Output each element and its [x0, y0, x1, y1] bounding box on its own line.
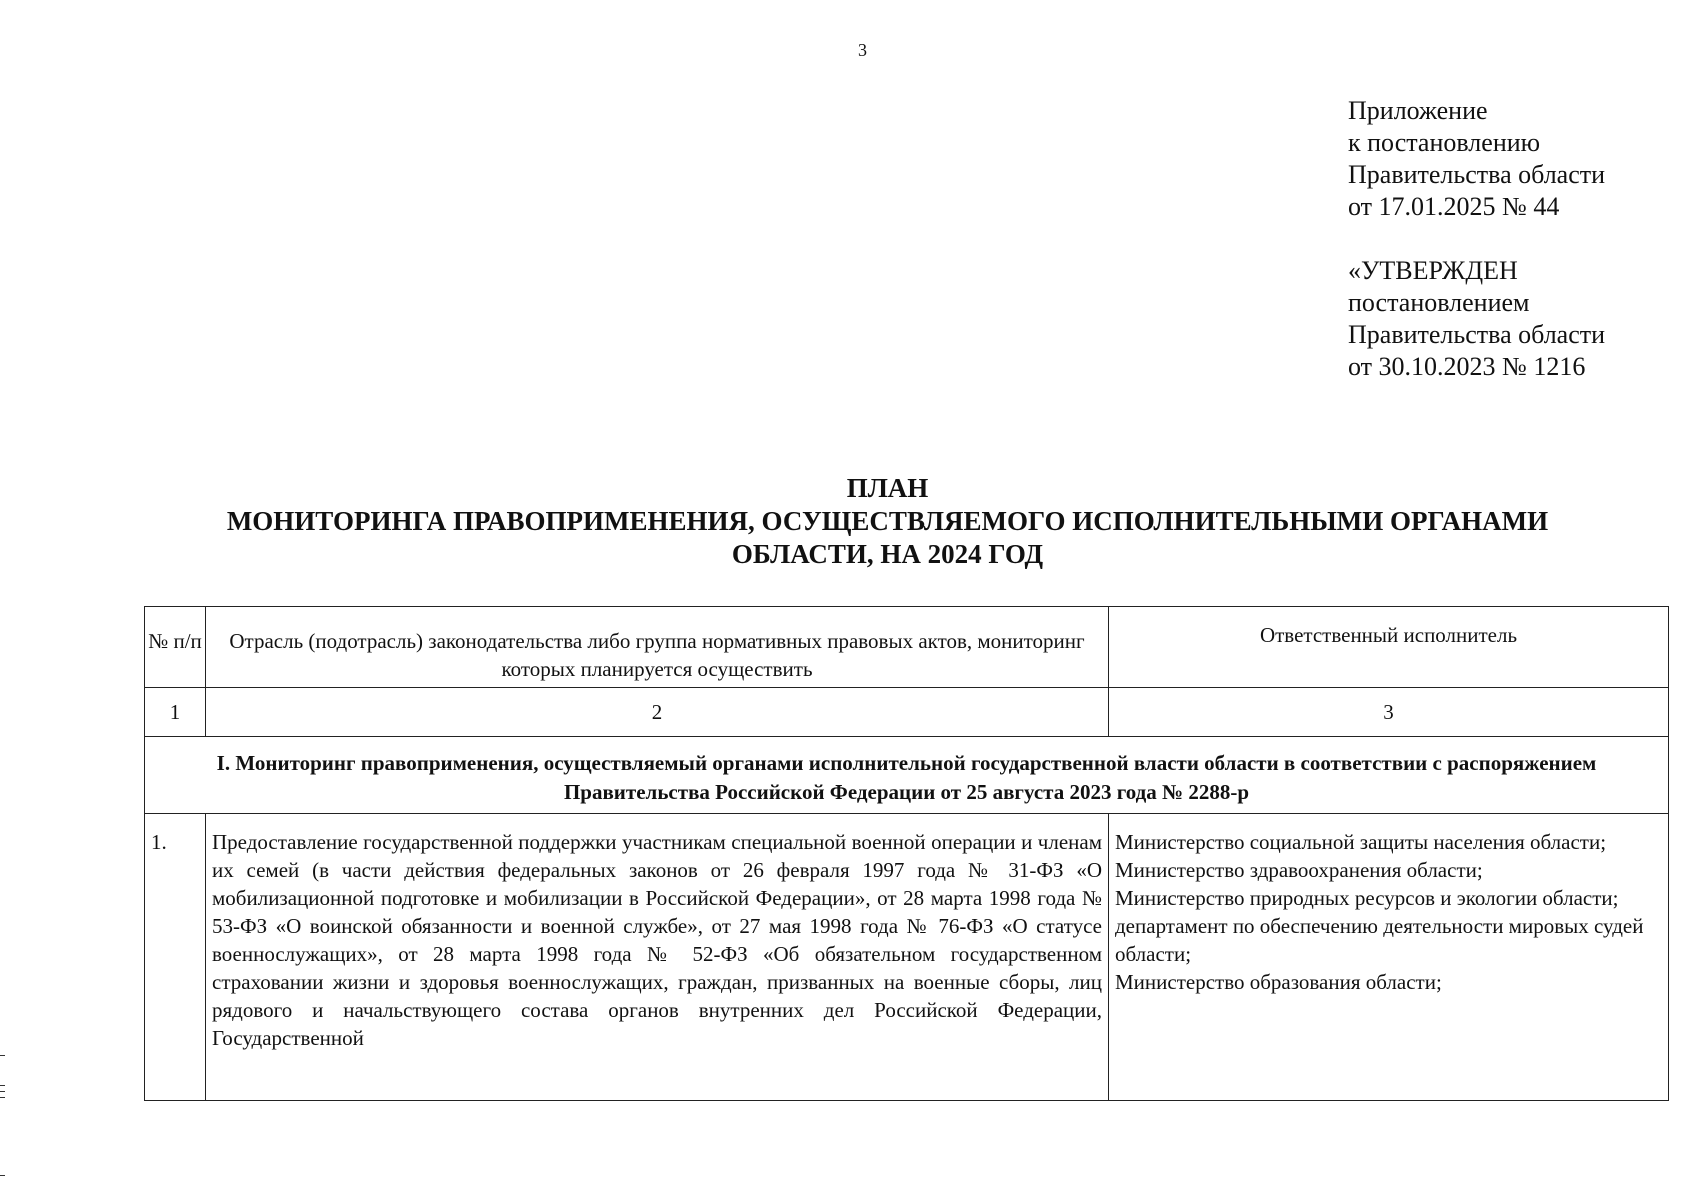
column-number: 1 [145, 688, 206, 737]
table-header-row [145, 607, 1669, 688]
appendix-line: Приложение [1348, 96, 1488, 125]
title-line: ПЛАН [846, 473, 929, 503]
column-number-row [145, 688, 1669, 737]
row-number: 1. [145, 814, 206, 1101]
appendix-line: к постановлению [1348, 128, 1541, 157]
edge-mark [0, 1097, 5, 1098]
header-legislation-area: Отрасль (подотрасль) законодательства либо группа нормативных правовых актов, мониторинг которых планируется осуществить [206, 607, 1109, 688]
page-number: 3 [858, 40, 867, 60]
table-row [145, 814, 1669, 1101]
appendix-line: от 17.01.2025 № 44 [1348, 192, 1560, 221]
edge-mark [0, 1175, 5, 1176]
row-executors [1109, 814, 1669, 1101]
header-executor: Ответственный исполнитель [1109, 607, 1669, 688]
executor-item: Министерство образования области; [1115, 970, 1442, 994]
appendix-block [1348, 95, 1605, 383]
column-number: 3 [1109, 688, 1669, 737]
title-line: МОНИТОРИНГА ПРАВОПРИМЕНЕНИЯ, ОСУЩЕСТВЛЯЕМОГО ИСПОЛНИТЕЛЬНЫМИ ОРГАНАМИ [226, 506, 1549, 536]
appendix-line: Правительства области [1348, 160, 1606, 189]
executor-item: департамент по обеспечению деятельности мировых судей области; [1115, 914, 1644, 966]
executor-item: Министерство здравоохранения области; [1115, 858, 1483, 882]
section-heading: I. Мониторинг правоприменения, осуществляемый органами исполнительной государственной власти области в соответствии с распоряжением Правительства Российской Федерации от 25 августа 2023 года № 2288-р [145, 737, 1669, 814]
edge-mark [0, 1091, 5, 1092]
title-line: ОБЛАСТИ, НА 2024 ГОД [731, 539, 1044, 569]
scan-edge-marks [0, 1055, 6, 1180]
appendix-spacer [1348, 223, 1605, 255]
header-number: № п/п [145, 607, 206, 688]
edge-mark [0, 1055, 5, 1056]
row-legislation-area: Предоставление государственной поддержки участникам специальной военной операции и членам их семей (в части действия федеральных законов от 26 февраля 1997 года № 31-ФЗ «О мобилизационной подготовке и мобилизации в Российской Федерации», от 28 марта 1998 года № 53-ФЗ «О воинской обязанности и военной службе», от 27 мая 1998 года № 76-ФЗ «О статусе военнослужащих», от 28 марта 1998 года № 52-ФЗ «Об обязательном государственном страховании жизни и здоровья военнослужащих, граждан, призванных на военные сборы, лиц рядового и начальствующего состава органов внутренних дел Российской Федерации, Государственной [206, 814, 1109, 1101]
edge-mark [0, 1085, 5, 1086]
approved-line: «УТВЕРЖДЕН [1348, 256, 1518, 285]
executor-item: Министерство социальной защиты населения области; [1115, 830, 1607, 854]
section-row [145, 737, 1669, 814]
plan-table [144, 606, 1669, 1101]
approved-line: от 30.10.2023 № 1216 [1348, 352, 1586, 381]
column-number: 2 [206, 688, 1109, 737]
executor-item: Министерство природных ресурсов и экологии области; [1115, 886, 1619, 910]
approved-line: Правительства области [1348, 320, 1606, 349]
document-title [150, 472, 1625, 571]
approved-line: постановлением [1348, 288, 1530, 317]
